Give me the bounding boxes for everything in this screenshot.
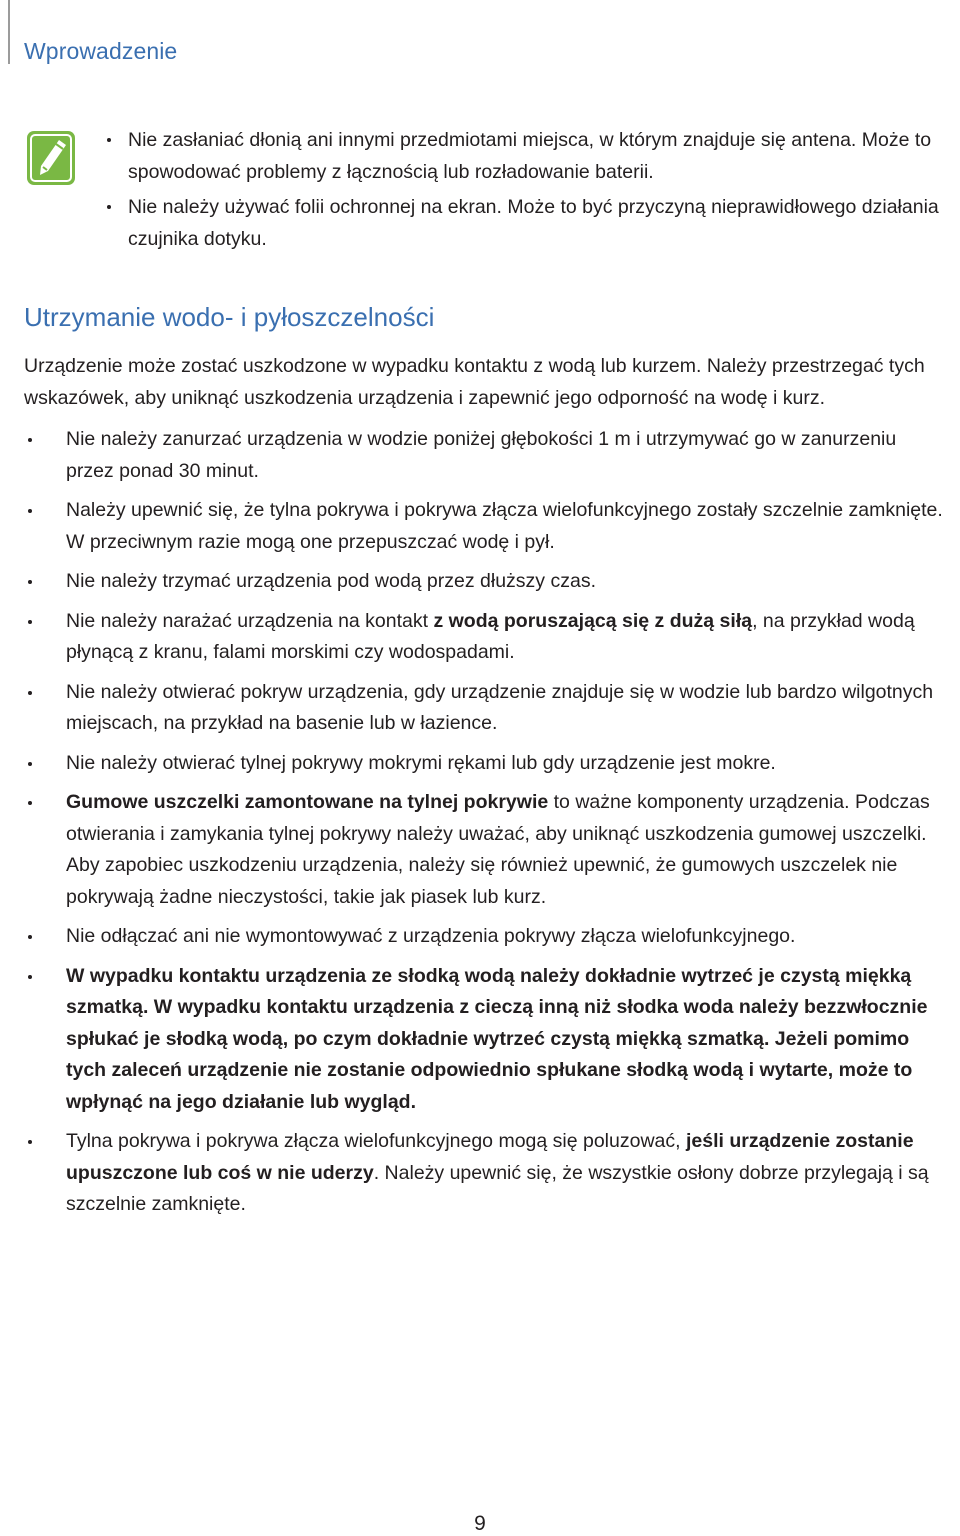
text-segment: Nie należy trzymać urządzenia pod wodą przez dłuższy czas. xyxy=(66,570,596,592)
text-segment: . Należy upewnić się, że wszystkie osłony dobrze przylegają i są szczelnie zamknięte. xyxy=(66,1161,929,1215)
list-item xyxy=(24,677,944,740)
text-segment: to ważne komponenty urządzenia. Podczas otwierania i zamykania tylnej pokrywy należy uważać, aby uniknąć uszkodzenia gumowej uszczelki. Aby zapobiec uszkodzeniu urządzenia, należy się również upewnić, że gumowych uszczelek nie pokrywają żadne nieczystości, takie jak piasek lub kurz. xyxy=(66,791,930,908)
precautions-list xyxy=(24,424,944,1229)
text-segment: Nie należy narażać urządzenia na kontakt xyxy=(66,609,434,632)
bold-text: Gumowe uszczelki zamontowane na tylnej pokrywie xyxy=(66,791,549,813)
note-item: Nie należy używać folii ochronnej na ekran. Może to być przyczyną nieprawidłowego działania czujnika dotyku. xyxy=(100,191,940,255)
bold-text: z wodą poruszającą się z dużą siłą xyxy=(433,609,753,632)
section-intro: Urządzenie może zostać uszkodzone w wypadku kontaktu z wodą lub kurzem. Należy przestrzegać tych wskazówek, aby uniknąć uszkodzenia urządzenia i zapewnić jego odporność na wodę i kurz. xyxy=(24,355,925,409)
list-item xyxy=(24,748,944,780)
text-segment: Nie odłączać ani nie wymontowywać z urządzenia pokrywy złącza wielofunkcyjnego. xyxy=(66,925,796,947)
page-number: 9 xyxy=(474,1512,486,1535)
text-segment: , na przykład wodą płynącą z kranu, falami morskimi czy wodospadami. xyxy=(66,609,915,663)
note-list xyxy=(100,124,940,258)
bold-text: W wypadku kontaktu urządzenia ze słodką wodą należy dokładnie wytrzeć je czystą miękką szmatką. W wypadku kontaktu urządzenia z cieczą inną niż słodka woda należy bezzwłocznie spłukać je słodką wodą, po czym dokładnie wytrzeć czystą miękką szmatką. Jeżeli pomimo tych zaleceń urządzenie nie zostanie odpowiednio spłukane słodką wodą i wytarte, może to wpłynąć na jego działanie lub wygląd. xyxy=(66,964,928,1113)
list-item xyxy=(24,787,944,913)
list-item xyxy=(24,495,944,558)
section-title: Utrzymanie wodo- i pyłoszczelności xyxy=(24,302,435,332)
text-segment: Nie należy otwierać pokryw urządzenia, gdy urządzenie znajduje się w wodzie lub bardzo wilgotnych miejscach, na przykład na basenie lub w łazience. xyxy=(66,680,934,734)
list-item xyxy=(24,921,944,953)
pencil-note-icon xyxy=(26,130,76,186)
text-segment: Nie należy zanurzać urządzenia w wodzie poniżej głębokości 1 m i utrzymywać go w zanurzeniu przez ponad 30 minut. xyxy=(66,428,897,482)
text-segment: Tylna pokrywa i pokrywa złącza wielofunkcyjnego mogą się poluzować, xyxy=(66,1130,686,1152)
page-edge-rule xyxy=(8,0,10,64)
text-segment: Nie należy otwierać tylnej pokrywy mokrymi rękami lub gdy urządzenie jest mokre. xyxy=(66,751,776,774)
text-segment: Należy upewnić się, że tylna pokrywa i pokrywa złącza wielofunkcyjnego zostały szczelnie zamknięte. W przeciwnym razie mogą one przepuszczać wodę i pył. xyxy=(66,499,943,553)
list-item xyxy=(24,566,944,598)
list-item xyxy=(24,1126,944,1221)
note-item: Nie zasłaniać dłonią ani innymi przedmiotami miejsca, w którym znajduje się antena. Może to spowodować problemy z łącznością lub rozładowanie baterii. xyxy=(100,124,940,188)
list-item xyxy=(24,606,944,669)
page-header-title: Wprowadzenie xyxy=(24,38,178,64)
bold-text: jeśli urządzenie zostanie upuszczone lub coś w nie uderzy xyxy=(66,1130,914,1184)
list-item xyxy=(24,424,944,487)
list-item xyxy=(24,961,944,1119)
